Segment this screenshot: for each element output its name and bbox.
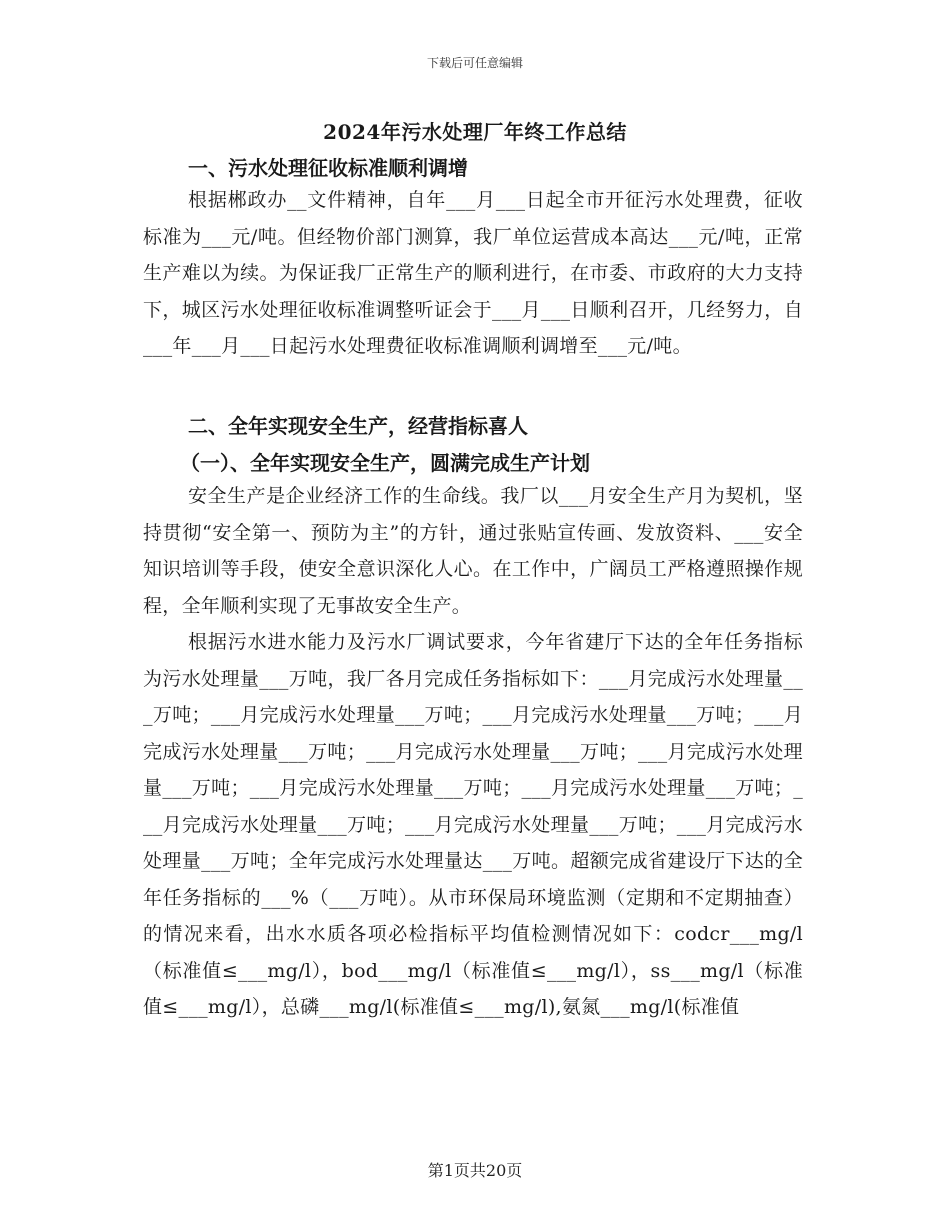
section-2-paragraph-1: 安全生产是企业经济工作的生命线。我厂以___月安全生产月为契机，坚持贯彻“安全第一、预防为主”的方针，通过张贴宣传画、发放资料、___安全知识培训等手段，使安全意识深化人心。在工作中，广阔员工严格遵照操作规程，全年顺利实现了无事故安全生产。 bbox=[143, 485, 803, 617]
section-2-paragraph-2: 根据污水进水能力及污水厂调试要求，今年省建厅下达的全年任务指标为污水处理量___万吨，我厂各月完成任务指标如下：___月完成污水处理量___万吨；___月完成污水处理量___万吨；___月完成污水处理量___万吨；___月完成污水处理量___万吨；___月完成污水处理量___万吨；___月完成污水处理量___万吨；___月完成污水处理量___万吨；___月完成污水处理量___万吨；___月完成污水处理量___万吨；___月完成污水处理量___万吨；___月完成污水处理量___万吨；全年完成污水处理量达___万吨。超额完成省建设厅下达的全年任务指标的___%（___万吨）。从市环保局环境监测（定期和不定期抽查）的情况来看，出水水质各项必检指标平均值检测情况如下：codcr___mg/l（标准值≤___mg/l），bod___mg/l（标准值≤___mg/l），ss___mg/l（标准值≤___mg/l），总磷___mg/l(标准值≤___mg/l),氨氮___mg/l(标准值 bbox=[143, 631, 803, 1018]
page-footer: 第1页共20页 bbox=[427, 1161, 523, 1180]
header-note: 下载后可任意编辑 bbox=[426, 56, 523, 70]
section-2-heading: 二、全年实现安全生产，经营指标喜人 bbox=[188, 414, 528, 438]
document-title: 2024年污水处理厂年终工作总结 bbox=[323, 120, 627, 144]
section-2-subheading: （一）、全年实现安全生产，圆满完成生产计划 bbox=[180, 451, 590, 475]
section-1-heading: 一、污水处理征收标准顺利调增 bbox=[188, 156, 468, 180]
section-1-paragraph-1: 根据郴政办__文件精神，自年___月___日起全市开征污水处理费，征收标准为___元/吨。但经物价部门测算，我厂单位运营成本高达___元/吨，正常生产难以为续。为保证我厂正常生产的顺利进行，在市委、市政府的大力支持下，城区污水处理征收标准调整听证会于___月___日顺利召开，几经努力，自___年___月___日起污水处理费征收标准调顺利调增至___元/吨。 bbox=[143, 189, 803, 357]
